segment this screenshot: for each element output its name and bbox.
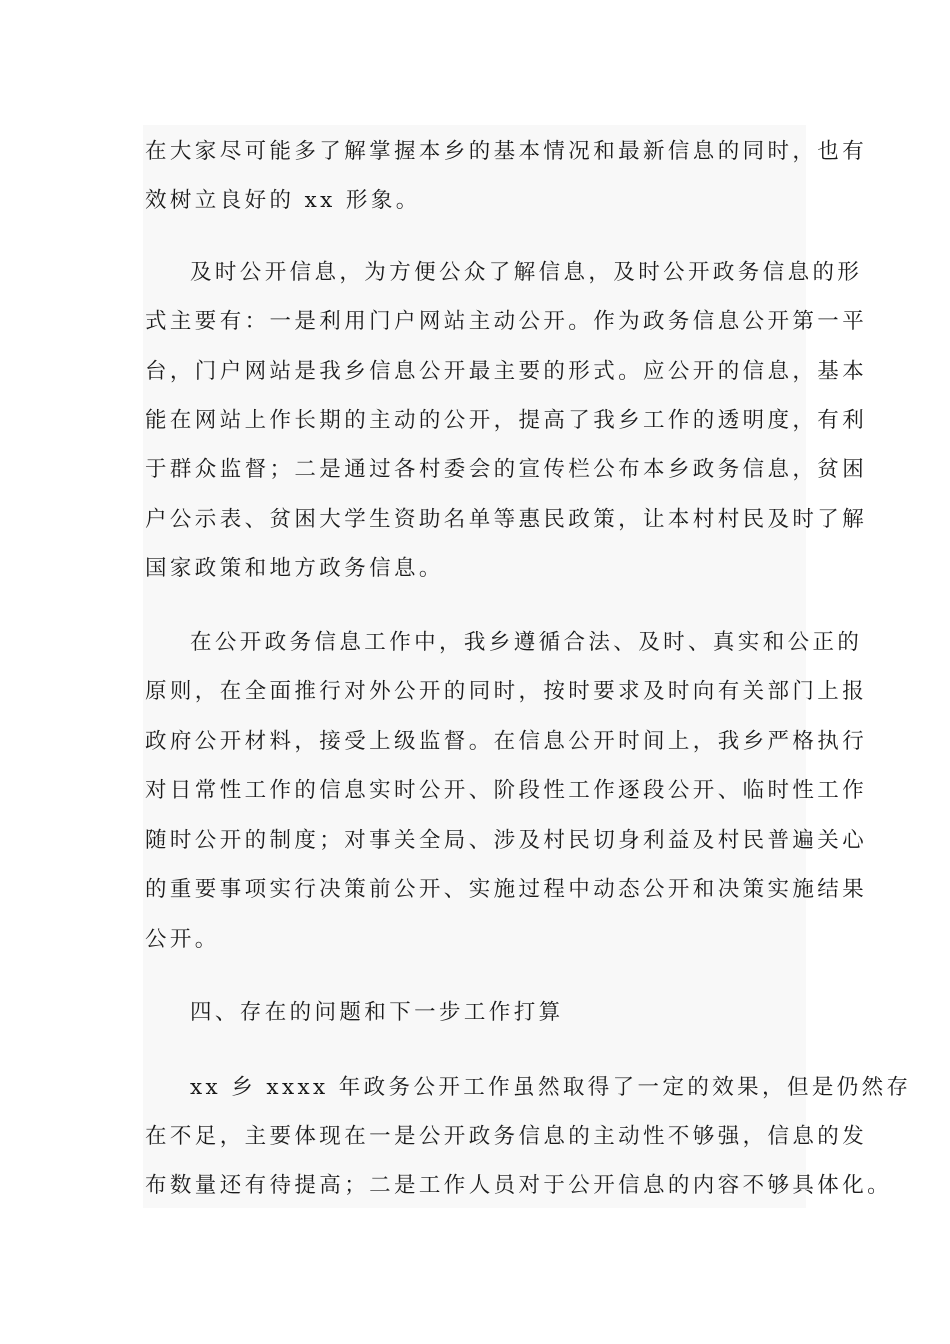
paragraph-5-line-2: 在不足，主要体现在一是公开政务信息的主动性不够强，信息的发	[145, 1124, 868, 1149]
paragraph-3-line-3: 政府公开材料，接受上级监督。在信息公开时间上，我乡严格执行	[145, 729, 868, 754]
paragraph-3-line-5: 随时公开的制度；对事关全局、涉及村民切身利益及村民普遍关心	[145, 828, 868, 853]
paragraph-5-line-3: 布数量还有待提高；二是工作人员对于公开信息的内容不够具体化。	[145, 1173, 893, 1198]
paragraph-3-line-6: 的重要事项实行决策前公开、实施过程中动态公开和决策实施结果	[145, 877, 868, 902]
paragraph-3-line-4: 对日常性工作的信息实时公开、阶段性工作逐段公开、临时性工作	[145, 778, 868, 803]
paragraph-3-line-7: 公开。	[145, 927, 220, 952]
paragraph-2-line-1: 及时公开信息，为方便公众了解信息，及时公开政务信息的形	[190, 260, 863, 285]
paragraph-2-line-5: 于群众监督；二是通过各村委会的宣传栏公布本乡政务信息，贫困	[145, 457, 868, 482]
paragraph-3-line-2: 原则，在全面推行对外公开的同时，按时要求及时向有关部门上报	[145, 679, 868, 704]
paragraph-2-line-2: 式主要有：一是利用门户网站主动公开。作为政务信息公开第一平	[145, 309, 868, 334]
paragraph-2-line-3: 台，门户网站是我乡信息公开最主要的形式。应公开的信息，基本	[145, 359, 868, 384]
paragraph-5-line-1: xx 乡 xxxx 年政务公开工作虽然取得了一定的效果，但是仍然存	[190, 1075, 912, 1100]
paragraph-2-line-4: 能在网站上作长期的主动的公开，提高了我乡工作的透明度，有利	[145, 408, 868, 433]
paragraph-2-line-6: 户公示表、贫困大学生资助名单等惠民政策，让本村村民及时了解	[145, 507, 868, 532]
section-heading-4: 四、存在的问题和下一步工作打算	[190, 1000, 564, 1025]
paragraph-1-line-2: 效树立良好的 xx 形象。	[145, 188, 421, 213]
paragraph-2-line-7: 国家政策和地方政务信息。	[145, 556, 444, 581]
paragraph-3-line-1: 在公开政务信息工作中，我乡遵循合法、及时、真实和公正的	[190, 630, 863, 655]
paragraph-1-line-1: 在大家尽可能多了解掌握本乡的基本情况和最新信息的同时，也有	[145, 139, 868, 164]
